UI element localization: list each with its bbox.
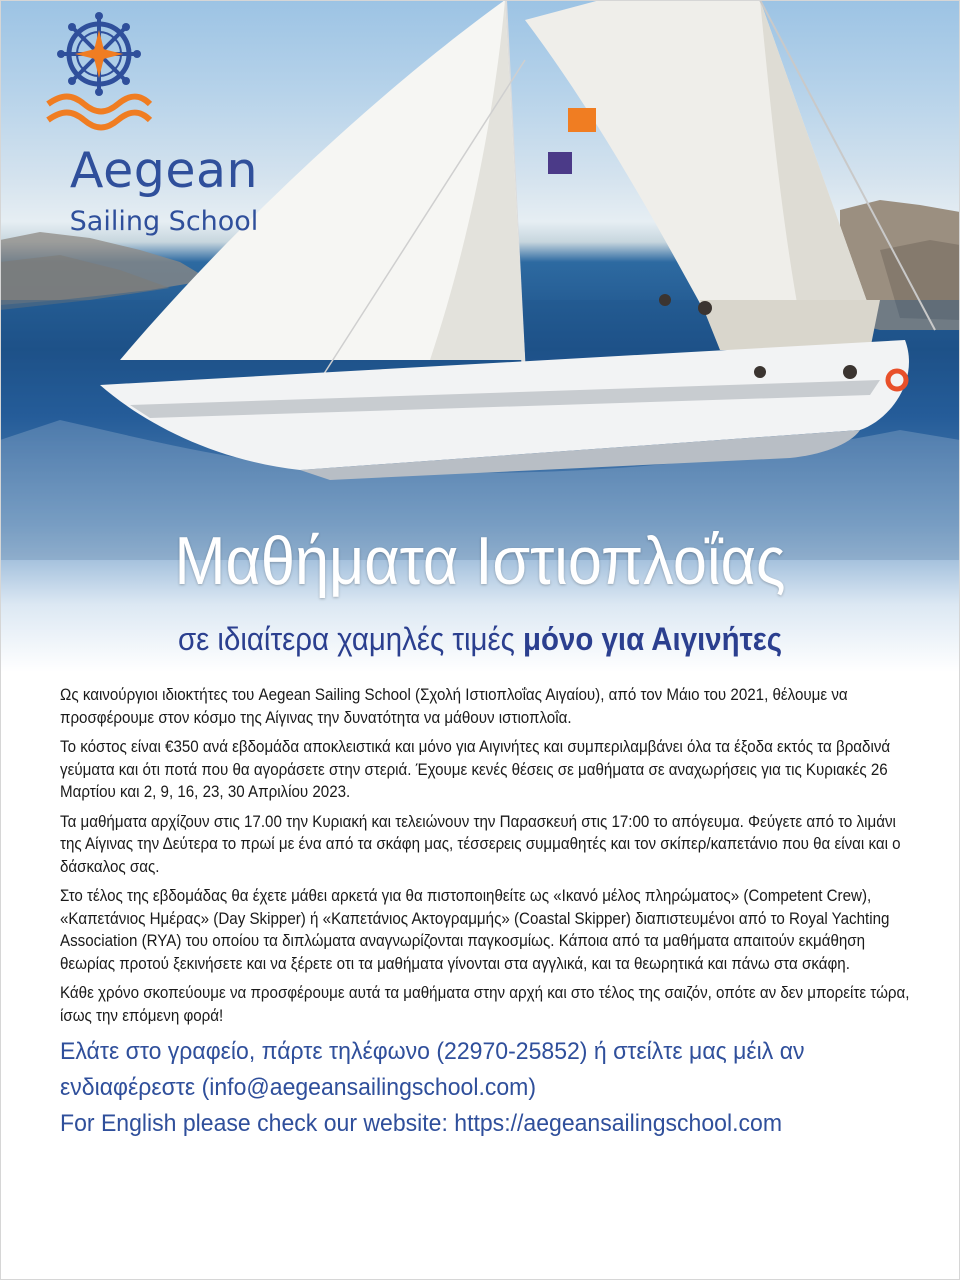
ship-wheel-compass-icon bbox=[44, 12, 154, 132]
website-link[interactable]: For English please check our website: https://aegeansailingschool.com bbox=[60, 1110, 783, 1137]
paragraph-cost: Το κόστος είναι €350 ανά εβδομάδα αποκλειστικά και μόνο για Αιγινήτες και συμπεριλαμβάνει όλα τα έξοδα εκτός τα βραδινά γεύματα και ότι ποτά που θα αγοράσετε στην στεριά. Έχουμε κενές θέσεις σε μαθήματα σε αναχωρήσεις για τις Κυριακές 26 Μαρτίου και 2, 9, 16, 23, 30 Απριλίου 2023. bbox=[60, 738, 891, 801]
flag-purple bbox=[548, 152, 572, 174]
paragraph-future: Κάθε χρόνο σκοπεύουμε να προσφέρουμε αυτά τα μαθήματα στην αρχή και στο τέλος της σαιζόν, οπότε αν δεν μπορείτε τώρα, ίσως την επόμενη φορά! bbox=[60, 984, 910, 1025]
subtitle-bold: μόνο για Αιγινήτες bbox=[523, 621, 783, 657]
bimini bbox=[700, 300, 880, 350]
body-text bbox=[60, 684, 912, 1142]
paragraph-schedule: Τα μαθήματα αρχίζουν στις 17.00 την Κυριακή και τελειώνουν την Παρασκευή στις 17:00 το απόγευμα. Φεύγετε από το λιμάνι της Αίγινας την Δεύτερα το πρωί με ένα από τα σκάφη μας, τέσσερεις συμμαθητές και τον σκίπερ/καπετάνιο που θα είναι και ο δάσκαλος σας. bbox=[60, 812, 901, 876]
subtitle-regular: σε ιδιαίτερα χαμηλές τιμές bbox=[177, 621, 524, 657]
logo-title: Aegean bbox=[69, 142, 259, 199]
school-logo bbox=[44, 12, 284, 242]
paragraph-certification: Στο τέλος της εβδομάδας θα έχετε μάθει αρκετά για θα πιστοποιηθείτε ως «Ικανό μέλος πληρώματος» (Competent Crew), «Καπετάνιος Ημέρας» (Day Skipper) ή «Καπετάνιος Ακτογραμμής» (Coastal Skipper) διαπιστευμένοι από το Royal Yachting Association (RYA) του οποίου τα διπλώματα αναγνωρίζονται παγκοσμίως. Κάποια από τα μαθήματα απαιτούν εκμάθηση θεωρίας προτού ξεκινήσετε και να ξέρετε οτι τα μαθήματα γίνονται στα αγγλικά, και τα θεωρητικά και πάνω στα σκάφη. bbox=[60, 887, 890, 973]
page-title: Μαθήματα Ιστιοπλοΐας bbox=[174, 523, 786, 599]
crew-member bbox=[659, 294, 671, 306]
flag-orange bbox=[568, 108, 596, 132]
crew-member bbox=[754, 366, 766, 378]
crew-member bbox=[698, 301, 712, 315]
contact-line-2[interactable]: ενδιαφέρεστε (info@aegeansailingschool.com) bbox=[60, 1074, 537, 1101]
paragraph-intro: Ως καινούργιοι ιδιοκτήτες του Aegean Sailing School (Σχολή Ιστιοπλοΐας Αιγαίου), από τον Μάιο του 2021, θέλουμε να προσφέρουμε στον κόσμο της Αίγινας την δυνατότητα να μάθουν ιστιοπλοΐα. bbox=[60, 686, 848, 727]
crew-member bbox=[843, 365, 857, 379]
logo-subtitle: Sailing School bbox=[69, 206, 259, 237]
subtitle bbox=[38, 622, 921, 657]
contact-line-1: Ελάτε στο γραφείο, πάρτε τηλέφωνο (22970-25852) ή στείλτε μας μέιλ αν bbox=[60, 1038, 805, 1065]
